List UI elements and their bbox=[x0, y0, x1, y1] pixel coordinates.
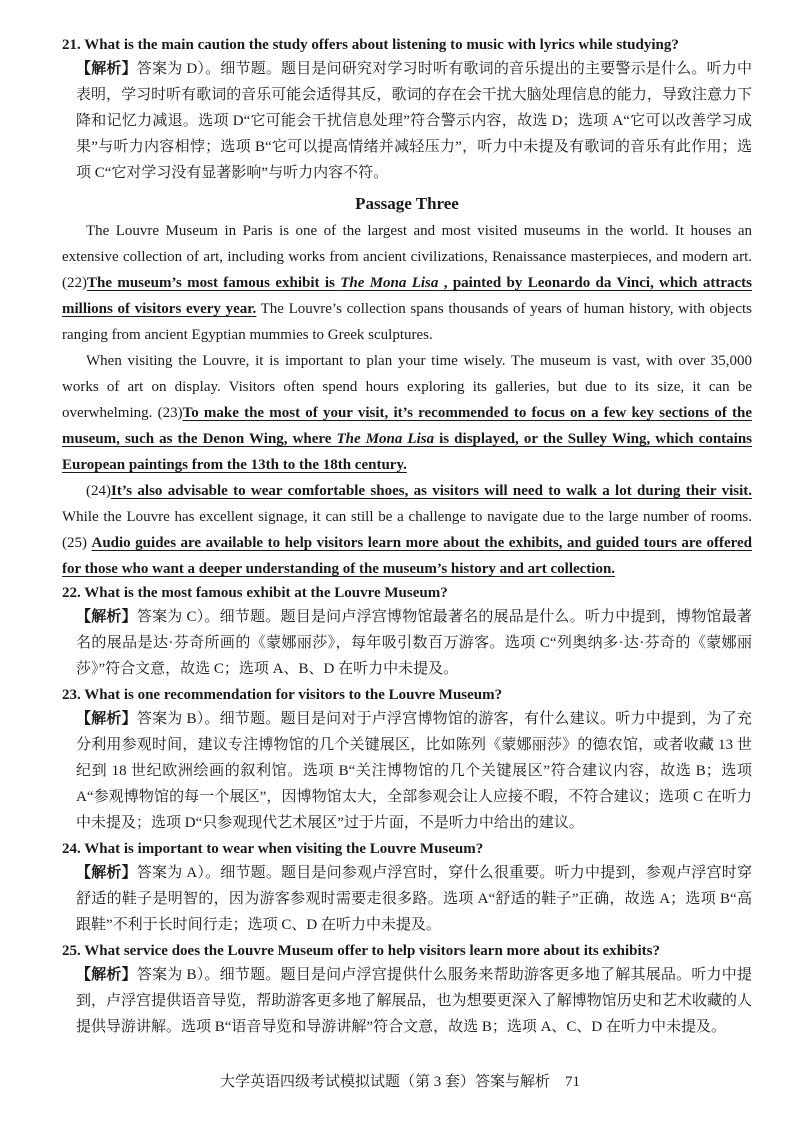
question-21-text: 21. What is the main caution the study offers about listening to music with lyrics while studying? bbox=[62, 37, 679, 53]
p1-text-b: The Louvre’s collection spans thousands of years of human history, with objects ranging from ancient Egyptian mummies to Greek sculptures. bbox=[62, 301, 752, 343]
passage-paragraph-1 bbox=[62, 218, 752, 348]
page-footer: 大学英语四级考试模拟试题（第 3 套）答案与解析 71 bbox=[219, 1074, 580, 1090]
p2-highlight-b: is displayed, or the Sulley Wing, which contains European paintings from the 13th to the 18th century. bbox=[62, 431, 752, 473]
analysis-24-text: 答案为 A）。细节题。题目是问参观卢浮宫时，穿什么很重要。听力中提到，参观卢浮宫时穿舒适的鞋子是明智的，因为游客参观时需要走很多路。选项 A“舒适的鞋子”正确，故选 A；选项 B“高跟鞋”不利于长时间行走；选项 C、D 在听力中未提及。 bbox=[76, 865, 752, 933]
question-25 bbox=[62, 940, 752, 1040]
passage-paragraph-2 bbox=[62, 348, 752, 478]
p1-highlight-a: The museum’s most famous exhibit is bbox=[87, 275, 341, 291]
p1-highlight-italic: The Mona Lisa bbox=[340, 275, 439, 291]
p3-highlight-2: Audio guides are available to help visitors learn more about the exhibits, and guided tours are offered for those who want a deeper understanding of the museum’s history and art collection. bbox=[62, 535, 752, 577]
passage-title: Passage Three bbox=[355, 194, 459, 213]
analysis-25-text: 答案为 B）。细节题。题目是问卢浮宫提供什么服务来帮助游客更多地了解其展品。听力中提到，卢浮宫提供语音导览，帮助游客更多地了解展品，也为想要更深入了解博物馆历史和艺术收藏的人提供导游讲解。选项 B“语音导览和导游讲解”符合文意，故选 B；选项 A、C、D 在听力中未提及。 bbox=[76, 967, 752, 1035]
p1-highlight-b: , painted by Leonardo da Vinci, which attracts millions of visitors every year. bbox=[62, 275, 752, 317]
analysis-21 bbox=[62, 56, 752, 186]
analysis-tag: 【解析】 bbox=[76, 61, 137, 77]
p1-text-a: The Louvre Museum in Paris is one of the largest and most visited museums in the world. It houses an extensive collection of art, including works from ancient civilizations, Renaissance masterpieces, and modern art. (22) bbox=[62, 223, 752, 291]
question-23-text: 23. What is one recommendation for visitors to the Louvre Museum? bbox=[62, 687, 503, 703]
analysis-23-text: 答案为 B）。细节题。题目是问对于卢浮宫博物馆的游客，有什么建议。听力中提到，为了充分利用参观时间，建议专注博物馆的几个关键展区，比如陈列《蒙娜丽莎》的德农馆，或者收藏 13 世纪到 18 世纪欧洲绘画的叙利馆。选项 B“关注博物馆的几个关键展区”符合建议内容，故选 B；选项 A“参观博物馆的每一个展区”，因博物馆太大，全部参观会让人应接不暇，不符合建议；选项 C 在听力中未提及；选项 D“只参观现代艺术展区”过于片面，不是听力中给出的建议。 bbox=[76, 711, 752, 831]
analysis-21-text: 答案为 D）。细节题。题目是问研究对学习时听有歌词的音乐提出的主要警示是什么。听力中表明，学习时听有歌词的音乐可能会适得其反，歌词的存在会干扰大脑处理信息的能力，导致注意力下降和记忆力减退。选项 D“它可能会干扰信息处理”符合警示内容，故选 D；选项 A“它可以改善学习成果”与听力内容相悖；选项 B“它可以提高情绪并减轻压力”，听力中未提及有歌词的音乐有此作用；选项 C“它对学习没有显著影响”与听力内容不符。 bbox=[76, 61, 752, 181]
p2-text-a: When visiting the Louvre, it is important to plan your time wisely. The museum is vast, with over 35,000 works of art on display. Visitors often spend hours exploring its galleries, but due to its size, it can be overwhelming. (23) bbox=[62, 353, 752, 421]
question-25-text: 25. What service does the Louvre Museum offer to help visitors learn more about its exhibits? bbox=[62, 943, 661, 959]
analysis-23 bbox=[62, 706, 752, 836]
question-22 bbox=[62, 582, 752, 682]
p2-highlight-italic: The Mona Lisa bbox=[336, 431, 435, 447]
p3-highlight-1: It’s also advisable to wear comfortable shoes, as visitors will need to walk a lot during their visit. bbox=[111, 483, 752, 499]
question-21 bbox=[62, 34, 752, 186]
analysis-tag: 【解析】 bbox=[76, 865, 137, 881]
analysis-22 bbox=[62, 604, 752, 682]
p2-highlight-a: To make the most of your visit, it’s recommended to focus on a few key sections of the museum, such as the Denon Wing, where bbox=[62, 405, 752, 447]
question-24-text: 24. What is important to wear when visiting the Louvre Museum? bbox=[62, 841, 484, 857]
question-23 bbox=[62, 684, 752, 836]
p3-text-b: While the Louvre has excellent signage, it can still be a challenge to navigate due to the large number of rooms. (25) bbox=[62, 509, 752, 551]
analysis-tag: 【解析】 bbox=[76, 711, 137, 727]
analysis-tag: 【解析】 bbox=[76, 967, 137, 983]
analysis-24 bbox=[62, 860, 752, 938]
analysis-22-text: 答案为 C）。细节题。题目是问卢浮宫博物馆最著名的展品是什么。听力中提到，博物馆最著名的展品是达·芬奇所画的《蒙娜丽莎》，每年吸引数百万游客。选项 C“列奥纳多·达·芬奇的《蒙娜丽莎》”符合文意，故选 C；选项 A、B、D 在听力中未提及。 bbox=[76, 609, 752, 677]
question-22-text: 22. What is the most famous exhibit at the Louvre Museum? bbox=[62, 585, 448, 601]
passage-paragraph-3 bbox=[62, 478, 752, 582]
analysis-tag: 【解析】 bbox=[76, 609, 137, 625]
question-24 bbox=[62, 838, 752, 938]
p3-text-a: (24) bbox=[86, 483, 111, 499]
analysis-25 bbox=[62, 962, 752, 1040]
